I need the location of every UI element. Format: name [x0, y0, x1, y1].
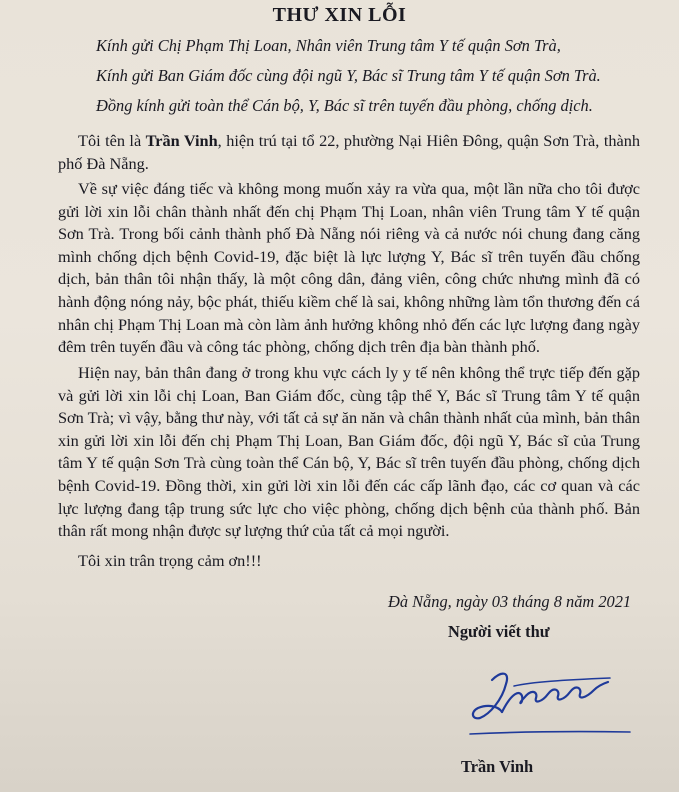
salutation-3: Đồng kính gửi toàn thể Cán bộ, Y, Bác sĩ trên tuyến đầu phòng, chống dịch. — [96, 96, 593, 115]
body-paragraph-2 — [58, 362, 640, 543]
letter-title: THƯ XIN LỖI — [272, 4, 407, 26]
salutation-2: Kính gửi Ban Giám đốc cùng đội ngũ Y, Bác sĩ Trung tâm Y tế quận Sơn Trà. — [96, 66, 601, 85]
intro-before: Tôi tên là — [78, 131, 146, 150]
body-paragraph-1-text: Về sự việc đáng tiếc và không mong muốn xảy ra vừa qua, một lần nữa cho tôi được gửi lời xin lỗi chân thành nhất đến chị Phạm Thị Loan, nhân viên Trung tâm Y tế quận Sơn Trà. Trong bối cảnh thành phố Đà Nẵng nói riêng và cả nước nói chung đang căng mình chống dịch bệnh Covid-19, đặc biệt là lực lượng Y, Bác sĩ trên tuyến đầu chống dịch, bản thân tôi nhận thấy, là một công dân, đảng viên, công chức nhưng mình đã có hành động nóng nảy, bộc phát, thiếu kiềm chế là sai, không những làm tổn thương đến cá nhân chị Phạm Thị Loan mà còn làm ảnh hưởng không nhỏ đến các lực lượng đang ngày đêm trên tuyến đầu và công tác phòng, chống dịch trên địa bàn thành phố. — [58, 179, 640, 357]
signature-icon — [462, 662, 632, 742]
intro-after: , hiện trú tại tổ 22, phường Nại Hiên Đông, quận Sơn Trà, thành phố Đà Nẵng. — [58, 131, 640, 173]
body-paragraph-1 — [58, 178, 640, 359]
place-date: Đà Nẵng, ngày 03 tháng 8 năm 2021 — [388, 592, 632, 611]
closing-line — [58, 550, 640, 573]
salutation-1: Kính gửi Chị Phạm Thị Loan, Nhân viên Trung tâm Y tế quận Sơn Trà, — [96, 36, 561, 55]
writer-label: Người viết thư — [448, 622, 550, 641]
signer-name: Trần Vinh — [461, 757, 534, 776]
intro-name: Trần Vinh — [145, 131, 218, 150]
intro-paragraph — [58, 130, 640, 175]
body-paragraph-2-text: Hiện nay, bản thân đang ở trong khu vực cách ly y tế nên không thể trực tiếp đến gặp và gửi lời xin lỗi chị Loan, Ban Giám đốc, cùng tập thể Y, Bác sĩ Trung tâm Y tế quận Sơn Trà; vì vậy, bằng thư này, với tất cả sự ăn năn và chân thành nhất của mình, bản thân xin gửi lời xin lỗi đến chị Phạm Thị Loan, Ban Giám đốc, đội ngũ Y, Bác sĩ của Trung tâm Y tế quận Sơn Trà cùng toàn thể Cán bộ, Y, Bác sĩ trên tuyến đầu phòng, chống dịch bệnh Covid-19. Đồng thời, xin gửi lời xin lỗi đến các cấp lãnh đạo, các cơ quan và các lực lượng đang tập trung sức lực cho việc phòng, chống dịch bệnh của thành phố. Bản thân rất mong nhận được sự lượng thứ của tất cả mọi người. — [58, 363, 640, 541]
closing-text: Tôi xin trân trọng cảm ơn!!! — [78, 551, 262, 570]
